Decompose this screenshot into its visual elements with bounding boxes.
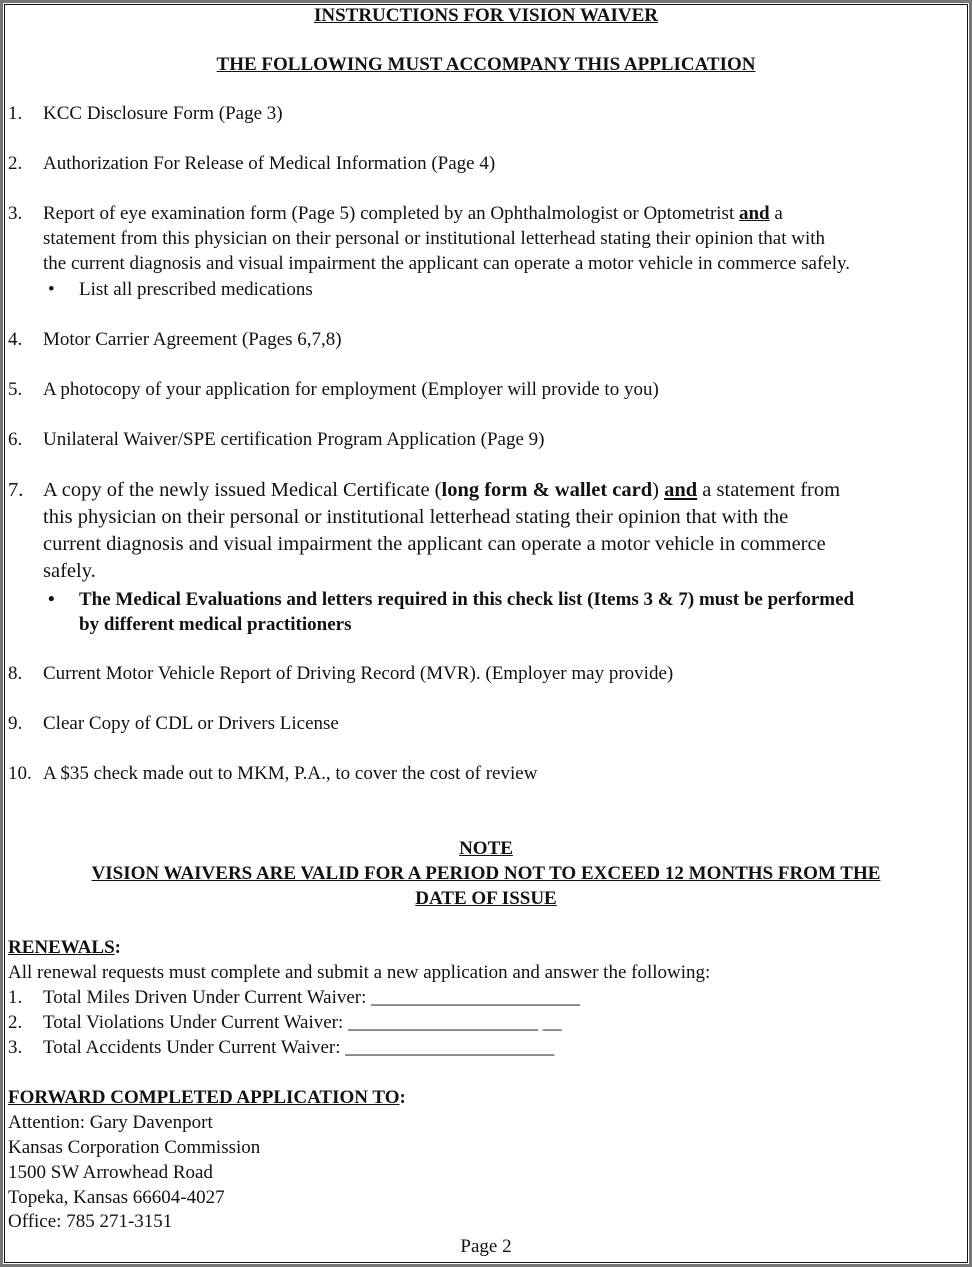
bullet-icon: • (48, 279, 55, 300)
address-line: 1500 SW Arrowhead Road (8, 1162, 213, 1183)
renewals-intro: All renewal requests must complete and submit a new application and answer the following: (8, 962, 711, 983)
note-heading: NOTE (459, 838, 513, 859)
note-text: DATE OF ISSUE (415, 888, 557, 909)
address-line: Topeka, Kansas 66604-4027 (8, 1187, 225, 1208)
document-page: INSTRUCTIONS FOR VISION WAIVER THE FOLLOWING MUST ACCOMPANY THIS APPLICATION 1. KCC Disclosure Form (Page 3) 2. Authorization For Release of Medical Information (Page 4) 3. Report of eye examination form (Page 5) completed by an Ophthalmologist or Optometrist and a statement from this physician on their personal or institutional letterhead stating their opinion that with the current diagnosis and visual impairment the applicant can operate a motor vehicle in commerce safely. • List all prescribed medications 4. Motor Carrier Agreement (Pages 6,7,8) 5. A photocopy of your application for employment (Employer will provide to you) 6. Unilateral Waiver/SPE certification Program Application (Page 9) 7. A copy of the newly issued Medical Certificate (long form & wallet card) and a statement from this physician on their personal or institutional letterhead stating their opinion that with the current diagnosis and visual impairment the applicant can operate a motor vehicle in commerce safely. • The Medical Evaluations and letters required in this check list (Items 3 & 7) must be performed by different medical practitioners 8. Current Motor Vehicle Report of Driving Record (MVR). (Employer may provide) 9. Clear Copy of CDL or Drivers License 10. A $35 check made out to MKM, P.A., to cover the cost of review NOTE VISION WAIVERS ARE VALID FOR A PERIOD NOT TO EXCEED 12 MONTHS FROM THE DATE OF ISSUE RENEWALS: All renewal requests must complete and submit a new application and answer the following: 1. Total Miles Driven Under Current Waiver: ______________________ 2. Total Violations Under Current Waiver: ____________________ __ 3. Total Accidents Under Current Waiver: ______________________ FORWARD COMPLETED APPLICATION TO: Attention: Gary Davenport Kansas Corporation Commission 1500 SW Arrowhead Road Topeka, Kansas 66604-4027 Office: 785 271-3151 Page 2 (0, 0, 972, 1267)
page-number: Page 2 (460, 1236, 512, 1257)
note-text: VISION WAIVERS ARE VALID FOR A PERIOD NOT TO EXCEED 12 MONTHS FROM THE (91, 863, 881, 884)
section-heading: THE FOLLOWING MUST ACCOMPANY THIS APPLICATION (216, 54, 756, 75)
bullet-icon: • (48, 589, 55, 610)
document-title: INSTRUCTIONS FOR VISION WAIVER (313, 5, 659, 26)
address-line: Kansas Corporation Commission (8, 1137, 261, 1158)
forward-heading: FORWARD COMPLETED APPLICATION TO: (8, 1087, 406, 1108)
address-line: Attention: Gary Davenport (8, 1112, 213, 1133)
renewals-heading: RENEWALS: (8, 937, 121, 958)
address-line: Office: 785 271-3151 (8, 1211, 173, 1232)
